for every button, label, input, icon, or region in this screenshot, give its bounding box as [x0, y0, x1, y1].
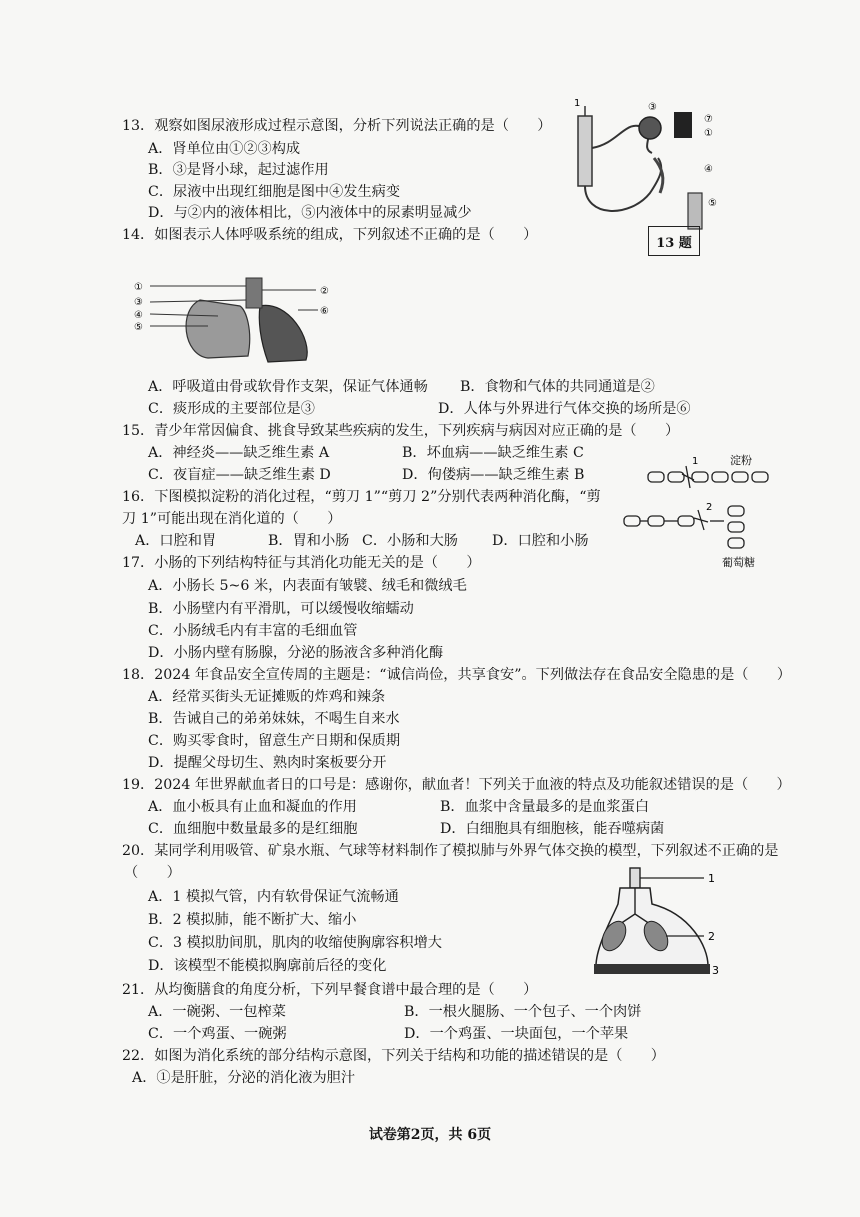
scissors-2-label: 2	[706, 502, 713, 513]
q18-stem: 18．2024 年食品安全宣传周的主题是：“诚信尚俭，共享食安”。下列做法存在食品安全隐患的是（ ）	[122, 667, 792, 683]
figure-label-4: ④	[704, 164, 713, 175]
starch-digestion-diagram	[620, 452, 770, 570]
q19-option-c: C．血细胞中数量最多的是红细胞	[148, 821, 358, 837]
glucose-label: 葡萄糖	[722, 556, 755, 569]
q17-option-d: D．小肠内壁有肠腺，分泌的肠液含多种消化酶	[148, 645, 444, 661]
chain-unit	[692, 472, 708, 482]
q21-stem: 21．从均衡膳食的角度分析，下列早餐食谱中最合理的是（ ）	[122, 982, 538, 998]
chain-unit	[668, 472, 684, 482]
q13-option-c: C．尿液中出现红细胞是图中④发生病变	[148, 184, 401, 200]
q16-option-d: D．口腔和小肠	[492, 533, 589, 549]
q20-option-d: D．该模型不能模拟胸廓前后径的变化	[148, 958, 387, 974]
q13-option-b: B．③是肾小球，起过滤作用	[148, 162, 329, 178]
resp-label-3: ③	[134, 297, 143, 308]
q14-option-b: B．食物和气体的共同通道是②	[460, 379, 655, 395]
model-label-1: 1	[708, 872, 715, 885]
q18-option-a: A．经常买街头无证摊贩的炸鸡和辣条	[148, 689, 386, 705]
q16-stem-line1: 16．下图模拟淀粉的消化过程，“剪刀 1”“剪刀 2”分别代表两种消化酶，“剪	[122, 489, 601, 505]
model-label-2: 2	[708, 930, 715, 943]
chain-unit	[752, 472, 768, 482]
loop-path	[585, 158, 661, 211]
q13-figure-caption: 13 题	[648, 226, 700, 256]
right-lung-shape	[259, 305, 307, 362]
q13-option-d: D．与②内的液体相比，⑤内液体中的尿素明显减少	[148, 205, 472, 221]
page-footer: 试卷第2页，共 6页	[368, 1127, 492, 1143]
respiratory-system-diagram	[128, 270, 348, 370]
q18-option-c: C．购买零食时，留意生产日期和保质期	[148, 733, 401, 749]
chain-unit	[648, 472, 664, 482]
q20-option-c: C．3 模拟肋间肌，肌肉的收缩使胸廓容积增大	[148, 935, 442, 951]
rubber-membrane-shape	[594, 964, 710, 974]
q22-option-a: A．①是肝脏，分泌的消化液为胆汁	[132, 1070, 356, 1086]
q19-option-d: D．白细胞具有细胞核，能吞噬病菌	[440, 821, 665, 837]
q19-stem: 19．2024 年世界献血者日的口号是：感谢你，献血者！下列关于血液的特点及功能叙述错误的是（ ）	[122, 777, 791, 793]
lung-model-diagram	[580, 866, 730, 982]
q16-option-c: C．小肠和大肠	[362, 533, 458, 549]
starch-label: 淀粉	[730, 454, 752, 467]
straw-shape	[630, 868, 640, 888]
q17-option-a: A．小肠长 5~6 米，内表面有皱襞、绒毛和微绒毛	[148, 578, 467, 594]
glucose-unit	[728, 506, 744, 516]
q15-option-c: C．夜盲症——缺乏维生素 D	[148, 467, 331, 483]
q21-option-a: A．一碗粥、一包榨菜	[148, 1004, 286, 1020]
model-label-3: 3	[712, 964, 719, 977]
q14-option-d: D．人体与外界进行气体交换的场所是⑥	[438, 401, 691, 417]
resp-label-1: ①	[134, 282, 143, 293]
figure-label-circle-1: ①	[704, 128, 713, 139]
q15-option-a: A．神经炎——缺乏维生素 A	[148, 445, 330, 461]
q14-stem: 14．如图表示人体呼吸系统的组成，下列叙述不正确的是（ ）	[122, 227, 538, 243]
q17-option-b: B．小肠壁内有平滑肌，可以缓慢收缩蠕动	[148, 601, 414, 617]
q16-option-b: B．胃和小肠	[268, 533, 350, 549]
q18-option-d: D．提醒父母切生、熟肉时案板要分开	[148, 755, 387, 771]
q19-option-a: A．血小板具有止血和凝血的作用	[148, 799, 357, 815]
chain-unit	[732, 472, 748, 482]
resp-label-2: ②	[320, 286, 329, 297]
scissors-1-label: 1	[692, 456, 699, 467]
trachea-shape	[246, 278, 262, 308]
vessel-block	[674, 112, 692, 138]
collecting-tube	[578, 116, 592, 186]
q21-option-b: B．一根火腿肠、一个包子、一个肉饼	[404, 1004, 642, 1020]
q15-option-d: D．佝偻病——缺乏维生素 B	[402, 467, 585, 483]
vein-segment	[688, 193, 702, 229]
chain-unit	[712, 472, 728, 482]
figure-label-1: 1	[574, 98, 581, 109]
nephron-diagram	[570, 98, 730, 230]
figure-label-7: ⑦	[704, 114, 713, 125]
chain-unit	[624, 516, 640, 526]
q13-option-a: A．肾单位由①②③构成	[148, 141, 301, 157]
q22-stem: 22．如图为消化系统的部分结构示意图，下列关于结构和功能的描述错误的是（ ）	[122, 1048, 665, 1064]
resp-label-4: ④	[134, 310, 143, 321]
figure-label-3: ③	[648, 102, 657, 113]
resp-label-6: ⑥	[320, 306, 329, 317]
chain-unit	[678, 516, 694, 526]
q17-option-c: C．小肠绒毛内有丰富的毛细血管	[148, 623, 358, 639]
q16-option-a: A．口腔和胃	[135, 533, 217, 549]
chain-unit	[648, 516, 664, 526]
q14-option-c: C．痰形成的主要部位是③	[148, 401, 315, 417]
glucose-unit	[728, 538, 744, 548]
left-lung-shape	[186, 300, 250, 358]
q18-option-b: B．告诫自己的弟弟妹妹，不喝生自来水	[148, 711, 400, 727]
figure-label-5: ⑤	[708, 198, 717, 209]
q16-stem-line2: 刀 1”可能出现在消化道的（ ）	[122, 511, 342, 527]
glucose-unit	[728, 522, 744, 532]
q14-option-a: A．呼吸道由骨或软骨作支架，保证气体通畅	[148, 379, 428, 395]
q15-stem: 15．青少年常因偏食、挑食导致某些疾病的发生，下列疾病与病因对应正确的是（ ）	[122, 423, 680, 439]
resp-label-5: ⑤	[134, 322, 143, 333]
q20-stem-line1: 20．某同学利用吸管、矿泉水瓶、气球等材料制作了模拟肺与外界气体交换的模型，下列叙述不正确的是	[122, 843, 779, 859]
q21-option-d: D．一个鸡蛋、一块面包，一个苹果	[404, 1026, 629, 1042]
q20-option-a: A．1 模拟气管，内有软骨保证气流畅通	[148, 889, 399, 905]
q20-stem-line2: （ ）	[124, 865, 181, 881]
q17-stem: 17．小肠的下列结构特征与其消化功能无关的是（ ）	[122, 555, 481, 571]
q15-option-b: B．坏血病——缺乏维生素 C	[402, 445, 584, 461]
q13-stem: 13．观察如图尿液形成过程示意图，分析下列说法正确的是（ ）	[122, 118, 552, 134]
q20-option-b: B．2 模拟肺，能不断扩大、缩小	[148, 912, 357, 928]
q21-option-c: C．一个鸡蛋、一碗粥	[148, 1026, 287, 1042]
q19-option-b: B．血浆中含量最多的是血浆蛋白	[440, 799, 650, 815]
scissors-2-shape	[694, 510, 708, 530]
glomerulus-shape	[639, 117, 661, 139]
